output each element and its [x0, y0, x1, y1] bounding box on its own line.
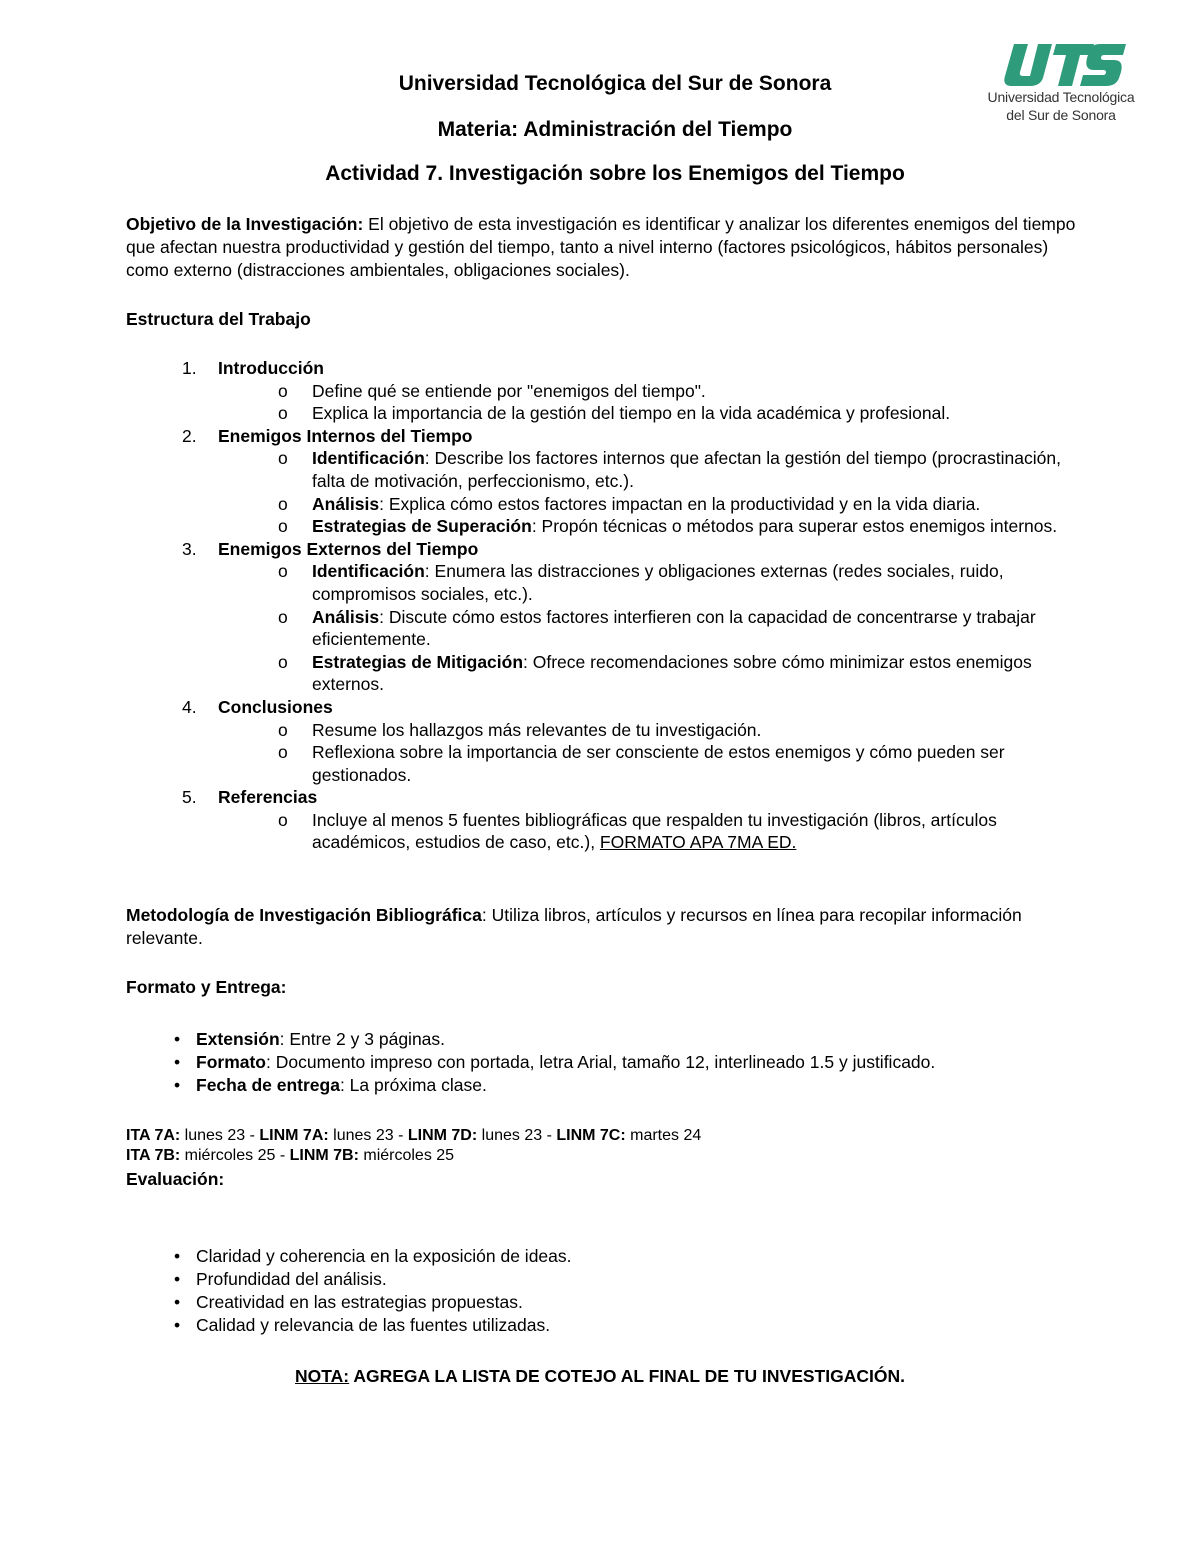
list-item	[174, 1028, 1074, 1051]
list-item	[174, 1268, 1074, 1291]
delivery-schedule	[126, 1126, 1086, 1166]
section-items	[218, 380, 1086, 425]
bullet-dot-icon: •	[174, 1029, 181, 1049]
group-label: LINM 7C:	[556, 1127, 626, 1144]
section-title: Introducción	[218, 358, 324, 378]
item-text: Calidad y relevancia de las fuentes utilizadas.	[196, 1315, 551, 1335]
item-text: Explica la importancia de la gestión del tiempo en la vida académica y profesional.	[312, 403, 951, 424]
section-items	[218, 809, 1086, 854]
bullet-dot-icon: •	[174, 1052, 181, 1072]
schedule-line	[126, 1146, 1086, 1166]
note-text: AGREGA LA LISTA DE COTEJO AL FINAL DE TU INVESTIGACIÓN.	[349, 1366, 905, 1386]
group-label: LINM 7A:	[259, 1127, 329, 1144]
section-number: 3.	[182, 538, 197, 559]
bullet-o-icon: o	[278, 403, 288, 424]
group-label: LINM 7D:	[407, 1127, 478, 1144]
item-text: Reflexiona sobre la importancia de ser consciente de estos enemigos y cómo pueden ser gestionados.	[312, 742, 1005, 785]
bullet-o-icon: o	[278, 742, 288, 763]
bullet-dot-icon: •	[174, 1269, 181, 1289]
group-date: lunes 23 -	[328, 1127, 408, 1144]
group-label: ITA 7B:	[126, 1147, 181, 1164]
list-item	[174, 1314, 1074, 1337]
group-date: lunes 23 -	[180, 1127, 260, 1144]
section-title: Conclusiones	[218, 696, 333, 717]
structure-heading: Estructura del Trabajo	[126, 309, 311, 329]
section-number: 2.	[182, 425, 197, 446]
objective-paragraph	[126, 213, 1086, 282]
list-item	[218, 515, 1086, 538]
section-items	[218, 719, 1086, 787]
apa-format-note: FORMATO APA 7MA ED.	[599, 832, 797, 853]
item-text: : Propón técnicas o métodos para superar estos enemigos internos.	[531, 516, 1058, 537]
group-date: miércoles 25 -	[180, 1147, 290, 1164]
structure-section	[126, 538, 1086, 696]
bullet-o-icon: o	[278, 380, 288, 401]
list-item	[218, 809, 1086, 854]
item-label: Análisis	[312, 606, 380, 627]
bullet-dot-icon: •	[174, 1292, 181, 1312]
item-label: Estrategias de Mitigación	[312, 651, 524, 672]
university-title: Universidad Tecnológica del Sur de Sonora	[398, 72, 832, 95]
bullet-dot-icon: •	[174, 1315, 181, 1335]
activity-title: Actividad 7. Investigación sobre los Enemigos del Tiempo	[325, 162, 905, 185]
item-text: : Describe los factores internos que afectan la gestión del tiempo (procrastinación, falta de motivación, perfeccionismo, etc.).	[312, 448, 1061, 491]
list-item	[218, 493, 1086, 516]
section-number: 4.	[182, 696, 197, 717]
list-item	[174, 1051, 1074, 1074]
section-title: Referencias	[218, 787, 318, 808]
item-text: : Explica cómo estos factores impactan en la productividad y en la vida diaria.	[379, 493, 981, 514]
group-date: martes 24	[625, 1127, 702, 1144]
structure-section	[126, 425, 1086, 538]
list-item	[218, 402, 1086, 425]
objective-label: Objetivo de la Investigación:	[126, 214, 364, 234]
item-label: Formato	[196, 1052, 266, 1072]
item-text: Incluye al menos 5 fuentes bibliográficas que respalden tu investigación (libros, artículos académicos, estudios de caso, etc.),	[312, 809, 997, 853]
structure-list	[126, 357, 1086, 854]
bullet-dot-icon: •	[174, 1246, 181, 1266]
evaluation-heading: Evaluación:	[126, 1169, 225, 1189]
bullet-o-icon: o	[278, 561, 288, 582]
list-item	[218, 606, 1086, 651]
section-number: 1.	[182, 358, 197, 378]
item-label: Fecha de entrega	[196, 1075, 340, 1095]
section-items	[218, 560, 1086, 696]
structure-section	[126, 786, 1086, 854]
logo-caption-line2: del Sur de Sonora	[1006, 107, 1116, 123]
list-item	[218, 719, 1086, 742]
item-text: : Enumera las distracciones y obligaciones externas (redes sociales, ruido, compromisos sociales, etc.).	[312, 561, 1004, 604]
list-item	[174, 1245, 1074, 1268]
group-date: lunes 23 -	[477, 1127, 557, 1144]
item-text: Define qué se entiende por "enemigos del tiempo".	[312, 380, 706, 401]
item-text: : La próxima clase.	[339, 1075, 487, 1095]
final-note	[0, 1366, 1200, 1387]
list-item	[218, 560, 1086, 605]
section-items	[218, 447, 1086, 537]
subject-title: Materia: Administración del Tiempo	[437, 118, 793, 141]
item-text: Profundidad del análisis.	[196, 1269, 387, 1289]
list-item	[174, 1291, 1074, 1314]
bullet-o-icon: o	[278, 493, 288, 514]
item-text: : Discute cómo estos factores interfieren con la capacidad de concentrarse y trabajar eficientemente.	[312, 606, 1036, 650]
bullet-o-icon: o	[278, 606, 288, 627]
evaluation-list	[174, 1245, 1074, 1337]
group-date: miércoles 25	[358, 1147, 455, 1164]
item-text: : Documento impreso con portada, letra Arial, tamaño 12, interlineado 1.5 y justificado.	[266, 1052, 936, 1072]
bullet-dot-icon: •	[174, 1075, 181, 1095]
item-text: : Ofrece recomendaciones sobre cómo minimizar estos enemigos externos.	[312, 651, 1032, 695]
group-label: LINM 7B:	[289, 1147, 359, 1164]
format-list	[174, 1028, 1074, 1097]
structure-section	[126, 696, 1086, 786]
item-text: Resume los hallazgos más relevantes de tu investigación.	[312, 719, 762, 740]
item-label: Análisis	[312, 493, 380, 514]
item-text: Claridad y coherencia en la exposición de ideas.	[196, 1246, 572, 1266]
list-item	[174, 1074, 1074, 1097]
item-label: Identificación	[312, 561, 425, 582]
structure-section	[126, 357, 1086, 425]
item-text: : Entre 2 y 3 páginas.	[279, 1029, 446, 1049]
bullet-o-icon: o	[278, 719, 288, 740]
item-label: Estrategias de Superación	[312, 516, 532, 537]
bullet-o-icon: o	[278, 651, 288, 672]
item-text: Creatividad en las estrategias propuestas.	[196, 1292, 523, 1312]
note-label: NOTA:	[295, 1366, 350, 1386]
methodology-label: Metodología de Investigación Bibliográfica	[126, 905, 482, 925]
section-number: 5.	[182, 787, 197, 808]
list-item	[218, 651, 1086, 696]
methodology-text: : Utiliza libros, artículos y recursos en línea para recopilar información relevante.	[126, 905, 1022, 948]
list-item	[218, 380, 1086, 403]
objective-text: El objetivo de esta investigación es identificar y analizar los diferentes enemigos del tiempo que afectan nuestra productividad y gestión del tiempo, tanto a nivel interno (factores psicológicos, hábitos personales) como externo (distracciones ambientales, obligaciones sociales).	[126, 214, 1076, 280]
format-heading: Formato y Entrega:	[126, 977, 287, 997]
group-label: ITA 7A:	[126, 1127, 181, 1144]
logo-caption-line1: Universidad Tecnológica	[987, 89, 1135, 105]
list-item	[218, 741, 1086, 786]
bullet-o-icon: o	[278, 516, 288, 537]
section-title: Enemigos Internos del Tiempo	[218, 425, 473, 446]
section-title: Enemigos Externos del Tiempo	[218, 538, 479, 559]
item-label: Identificación	[312, 448, 425, 469]
bullet-o-icon: o	[278, 448, 288, 469]
schedule-line	[126, 1126, 1086, 1146]
list-item	[218, 447, 1086, 492]
bullet-o-icon: o	[278, 809, 288, 830]
item-label: Extensión	[196, 1029, 280, 1049]
methodology-paragraph	[126, 904, 1086, 950]
